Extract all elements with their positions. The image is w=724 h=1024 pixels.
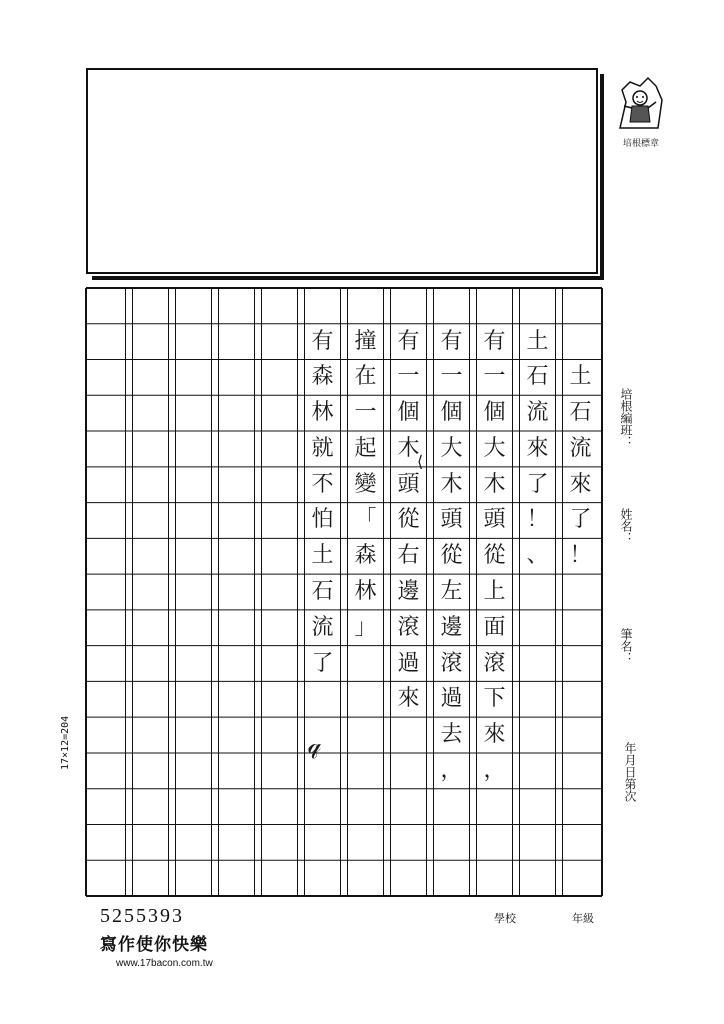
handwritten-char: 流 xyxy=(311,614,334,640)
handwritten-char: 一 xyxy=(397,364,420,390)
handwritten-char: 個 xyxy=(483,400,506,426)
handwritten-char: 頭 xyxy=(397,471,420,497)
handwritten-char: 從 xyxy=(440,543,463,569)
footer-url: www.17bacon.com.tw xyxy=(116,958,213,969)
handwritten-char: 不 xyxy=(311,471,334,497)
handwritten-char: 起 xyxy=(354,435,377,461)
footer-slogan: 寫作使你快樂 xyxy=(100,935,208,955)
class-number-text: 培根編班： xyxy=(619,388,633,448)
date-text: 年月日第次 xyxy=(623,742,637,802)
handwritten-char: 個 xyxy=(397,400,420,426)
handwritten-char: 石 xyxy=(526,364,549,390)
handwritten-char: ！ xyxy=(526,507,549,533)
handwritten-char: 森 xyxy=(311,364,334,390)
end-circle-mark: 𝓆 xyxy=(308,730,322,760)
handwritten-char: 滾 xyxy=(483,650,506,676)
handwritten-char: 了 xyxy=(311,650,334,676)
handwritten-char: 林 xyxy=(311,400,334,426)
date-label xyxy=(616,742,636,812)
handwritten-char: 、 xyxy=(526,543,549,569)
handwritten-char: 撞 xyxy=(354,328,377,354)
handwritten-char: 石 xyxy=(311,579,334,604)
handwritten-char: 左 xyxy=(440,579,463,604)
handwritten-char: 土 xyxy=(311,543,334,569)
handwritten-char: 「 xyxy=(354,507,377,533)
handwritten-char: 木 xyxy=(397,435,420,461)
correction-mark: ⟨ xyxy=(417,452,424,471)
handwritten-char: 在 xyxy=(354,364,377,390)
handwritten-char: 邊 xyxy=(397,579,420,604)
handwritten-char: 來 xyxy=(569,471,592,497)
handwritten-char: ， xyxy=(440,757,463,783)
pen-name-text: 筆名： xyxy=(619,628,633,664)
handwritten-char: 了 xyxy=(526,471,549,497)
handwritten-char: 了 xyxy=(569,507,592,533)
handwritten-char: 木 xyxy=(440,471,463,497)
handwritten-char: 森 xyxy=(354,543,377,569)
handwritten-char: 來 xyxy=(526,435,549,461)
handwritten-char: 變 xyxy=(354,471,377,497)
footer-number: 5255393 xyxy=(100,905,184,927)
handwritten-char: 頭 xyxy=(440,507,463,533)
handwritten-char: 怕 xyxy=(311,507,334,533)
handwritten-char: 林 xyxy=(354,579,377,604)
handwritten-char: 土 xyxy=(569,364,592,390)
pen-name-label xyxy=(616,628,636,668)
handwritten-char: 有 xyxy=(397,328,420,354)
handwritten-char: 一 xyxy=(440,364,463,390)
handwritten-char: 滾 xyxy=(440,650,463,676)
handwritten-char: 」 xyxy=(354,614,377,640)
handwritten-char: 過 xyxy=(397,650,420,676)
handwritten-char: 過 xyxy=(440,686,463,712)
handwritten-char: 個 xyxy=(440,400,463,426)
handwritten-char: 大 xyxy=(483,435,506,461)
handwritten-char: 就 xyxy=(311,435,334,461)
handwritten-char: 流 xyxy=(569,435,592,461)
class-number-label xyxy=(616,388,636,452)
handwritten-char: 去 xyxy=(440,722,463,748)
handwritten-char: 一 xyxy=(354,400,377,426)
handwritten-char: 來 xyxy=(483,722,506,748)
name-label xyxy=(616,508,636,548)
handwritten-char: 面 xyxy=(483,614,506,640)
grade-label: 年級 xyxy=(572,912,594,925)
handwritten-char: 流 xyxy=(526,400,549,426)
handwritten-char: 大 xyxy=(440,435,463,461)
stamp-label: 培根標章 xyxy=(622,139,659,149)
handwritten-char: 從 xyxy=(397,507,420,533)
name-text: 姓名： xyxy=(619,508,633,544)
handwritten-char: 上 xyxy=(483,579,506,604)
handwritten-char: 頭 xyxy=(483,507,506,533)
handwritten-char: 來 xyxy=(397,686,420,712)
grid-size-label: 17×12=204 xyxy=(60,715,71,770)
handwritten-char: 右 xyxy=(397,543,420,569)
handwritten-char: ， xyxy=(483,757,506,783)
handwritten-char: 下 xyxy=(483,686,506,712)
handwritten-char: 邊 xyxy=(440,614,463,640)
handwritten-char: 土 xyxy=(526,328,549,354)
handwritten-char: 有 xyxy=(483,328,506,354)
handwritten-char: ！ xyxy=(569,543,592,569)
handwritten-char: 有 xyxy=(440,328,463,354)
handwritten-char: 滾 xyxy=(397,614,420,640)
handwritten-char: 木 xyxy=(483,471,506,497)
handwritten-char: 從 xyxy=(483,543,506,569)
school-label: 學校 xyxy=(494,912,516,925)
handwritten-char: 一 xyxy=(483,364,506,390)
handwritten-char: 有 xyxy=(311,328,334,354)
handwritten-char: 石 xyxy=(569,400,592,426)
